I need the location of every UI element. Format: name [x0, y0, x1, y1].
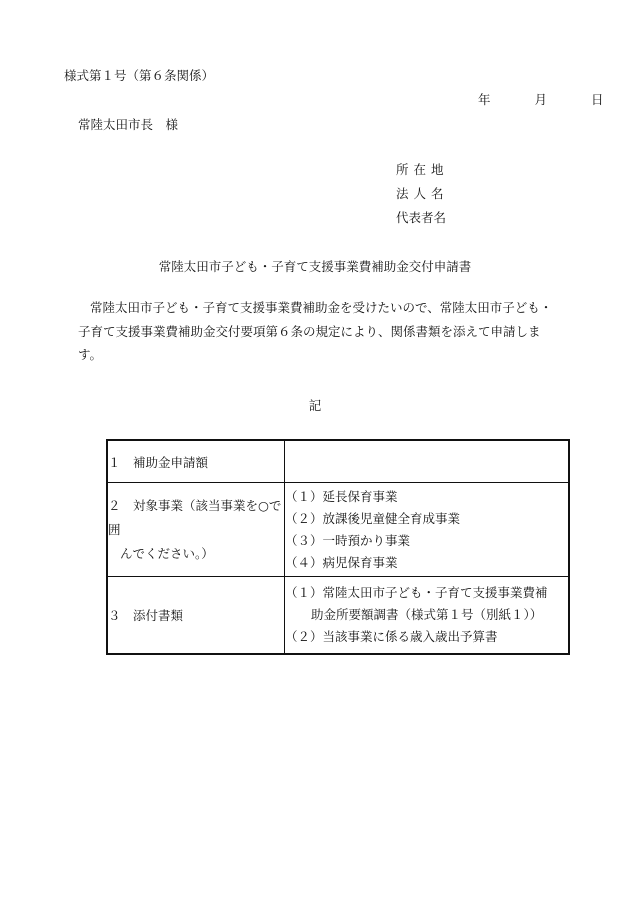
list-item: （１）常陸太田市子ども・子育て支援事業費補 [285, 585, 548, 600]
application-table [106, 439, 570, 655]
sender-address-label: 所在地 [396, 162, 449, 177]
row3-items-cell [285, 577, 570, 655]
date-line [478, 90, 603, 108]
form-number: 様式第１号（第６条関係） [64, 68, 215, 83]
date-year: 年 [478, 92, 491, 107]
sender-rep-label: 代表者名 [396, 210, 447, 225]
ki-heading: 記 [308, 398, 322, 413]
table-row [107, 483, 569, 577]
list-item: 助金所要額調書（様式第１号（別紙１）） [311, 607, 543, 622]
list-item: （１）延長保育事業 [285, 488, 398, 504]
table-row [107, 577, 569, 655]
document-title: 常陸太田市子ども・子育て支援事業費補助金交付申請書 [158, 259, 472, 274]
row2-label-cell [107, 483, 285, 577]
list-item: （４）病児保育事業 [285, 554, 398, 570]
row2-items-cell [285, 483, 570, 577]
date-day: 日 [590, 92, 604, 107]
date-month: 月 [534, 92, 547, 107]
list-item: （３）一時預かり事業 [285, 532, 411, 548]
row2-label-line1: ２ 対象事業（該当事業を○で囲 [108, 497, 282, 537]
row1-label: １ 補助金申請額 [107, 440, 285, 483]
row1-value [285, 440, 570, 483]
table-row [107, 440, 569, 483]
row2-label-line2: んでください。） [120, 545, 214, 561]
body-paragraph: 常陸太田市子ども・子育て支援事業費補助金を受けたいので、常陸太田市子ども・子育て支援事業費補助金交付要項第６条の規定により、関係書類を添えて申請します。 [78, 300, 553, 362]
row3-label: ３ 添付書類 [107, 577, 285, 655]
list-item: （２）放課後児童健全育成事業 [285, 510, 461, 526]
sender-corp-label: 法人名 [396, 186, 449, 201]
addressee: 常陸太田市長 様 [78, 117, 179, 132]
list-item: （２）当該事業に係る歳入歳出予算書 [285, 629, 498, 644]
